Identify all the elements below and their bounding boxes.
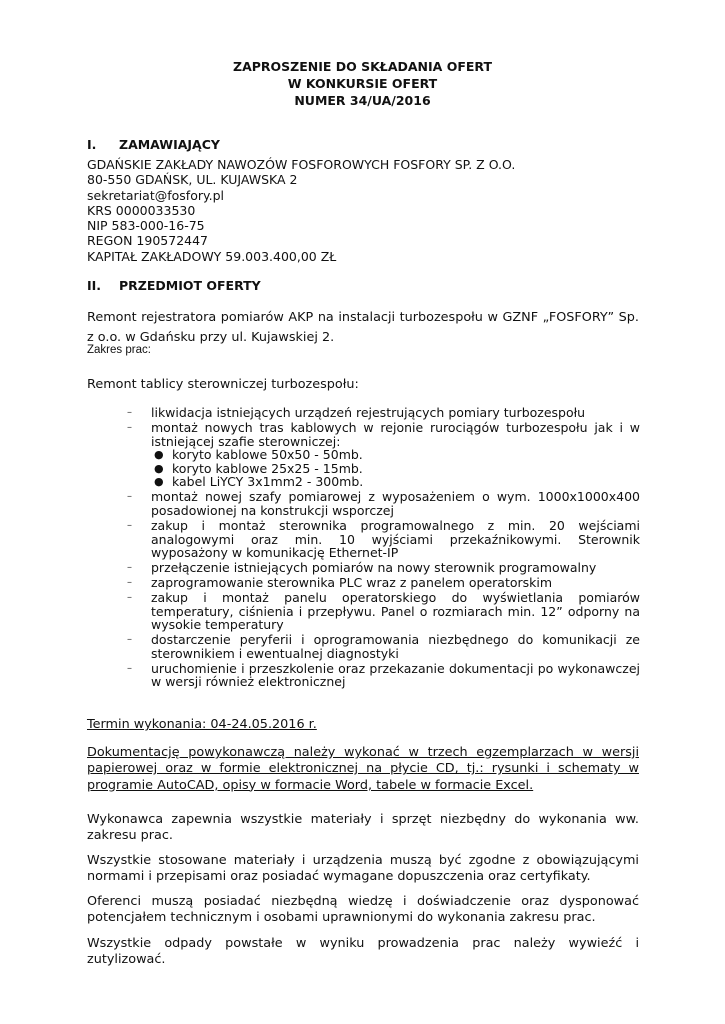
sub-list-item: ● koryto kablowe 25x25 - 15mb. xyxy=(154,460,363,476)
dash-bullet-icon: – xyxy=(127,662,132,674)
dash-bullet-icon: – xyxy=(127,562,132,574)
section-number: I. xyxy=(87,137,97,152)
list-item: – likwidacja istniejących urządzeń rejestrujących pomiary turbozespołu xyxy=(127,405,586,420)
cable-materials-list xyxy=(151,448,640,489)
paragraph-standards: Wszystkie stosowane materiały i urządzenia muszą być zgodne z obowiązującymi normami i przepisami oraz posiadać wymagane dopuszczenia oraz certyfikaty. xyxy=(87,853,639,885)
company-nip: NIP 583-000-16-75 xyxy=(87,218,205,234)
section-number: II. xyxy=(87,278,102,293)
sub-list-item: ● kabel LiYCY 3x1mm2 - 300mb. xyxy=(154,474,364,490)
dash-bullet-icon: – xyxy=(127,634,132,646)
company-capital: KAPITAŁ ZAKŁADOWY 59.003.400,00 ZŁ xyxy=(87,248,337,264)
dash-bullet-icon: – xyxy=(127,519,132,531)
list-item: – zakup i montaż sterownika programowalnego z min. 20 wejściami analogowymi oraz min. 10 wyjściami przekaźnikowymi. Sterownik wyposażony w komunikację Ethernet-IP xyxy=(127,517,640,561)
dot-bullet-icon: ● xyxy=(154,475,164,489)
section-heading-offer-subject xyxy=(87,278,261,293)
dash-bullet-icon: – xyxy=(127,407,132,418)
list-item: – zaprogramowanie sterownika PLC wraz z panelem operatorskim xyxy=(127,575,553,591)
section-title: PRZEDMIOT OFERTY xyxy=(119,278,261,293)
offer-subject-text: Remont rejestratora pomiarów AKP na instalacji turbozespołu w GZNF „FOSFORY” Sp. z o.o. w Gdańsku przy ul. Kujawskiej 2. xyxy=(87,310,639,345)
scope-heading: Remont tablicy sterowniczej turbozespołu: xyxy=(87,377,359,392)
list-item: – uruchomienie i przeszkolenie oraz przekazanie dokumentacji po wykonawczej w wersji również elektronicznej xyxy=(127,660,640,690)
ordering-party-details xyxy=(87,157,639,264)
company-address: 80-550 GDAŃSK, UL. KUJAWSKA 2 xyxy=(87,172,298,188)
dot-bullet-icon: ● xyxy=(154,461,164,475)
company-krs: KRS 0000033530 xyxy=(87,202,196,218)
dot-bullet-icon: ● xyxy=(154,448,164,462)
document-title xyxy=(0,58,725,109)
dash-bullet-icon: – xyxy=(127,421,132,433)
dash-bullet-icon: – xyxy=(127,577,132,589)
paragraph-qualifications: Oferenci muszą posiadać niezbędną wiedzę i doświadczenie oraz dysponować potencjałem technicznym i osobami uprawnionymi do wykonania zakresu prac. xyxy=(87,894,639,926)
list-item: – przełączenie istniejących pomiarów na nowy sterownik programowalny xyxy=(127,560,597,576)
sub-list-item: ● koryto kablowe 50x50 - 50mb. xyxy=(154,447,363,463)
list-item: – montaż nowej szafy pomiarowej z wyposażeniem o wym. 1000x1000x400 posadowionej na konstrukcji wsporczej xyxy=(127,489,640,518)
paragraph-waste: Wszystkie odpady powstałe w wyniku prowadzenia prac należy wywieźć i zutylizować. xyxy=(87,936,639,968)
documentation-requirements: Dokumentację powykonawczą należy wykonać w trzech egzemplarzach w wersji papierowej oraz w formie elektronicznej na płycie CD, tj.: rysunki i schematy w programie AutoCAD, opisy w formacie Word, tabele w formacie Excel. xyxy=(87,745,639,793)
company-name: GDAŃSKIE ZAKŁADY NAWOZÓW FOSFOROWYCH FOSFORY SP. Z O.O. xyxy=(87,157,516,172)
scope-label: Zakres prac: xyxy=(87,344,151,356)
company-regon: REGON 190572447 xyxy=(87,233,209,249)
deadline-text: Termin wykonania: 04-24.05.2016 r. xyxy=(87,717,317,732)
title-line-3: NUMER 34/UA/2016 xyxy=(294,93,431,108)
section-title: ZAMAWIAJĄCY xyxy=(119,137,220,152)
dash-bullet-icon: – xyxy=(127,592,132,604)
paragraph-materials: Wykonawca zapewnia wszystkie materiały i sprzęt niezbędny do wykonania ww. zakresu prac. xyxy=(87,812,639,844)
list-item: – dostarczenie peryferii i oprogramowania niezbędnego do komunikacji ze sterownikiem i ewentualnej diagnostyki xyxy=(127,632,640,661)
company-email: sekretariat@fosfory.pl xyxy=(87,187,224,203)
title-line-1: ZAPROSZENIE DO SKŁADANIA OFERT xyxy=(233,59,492,74)
list-item: – montaż nowych tras kablowych w rejonie rurociągów turbozespołu jak i w istniejącej szafie sterowniczej: ● koryto kablowe 50x50 - 50mb. ● koryto kablowe 25x25 - 15mb. ● kabel LiYCY 3x1mm2 - 300mb. xyxy=(127,419,640,490)
title-line-2: W KONKURSIE OFERT xyxy=(287,76,438,91)
dash-bullet-icon: – xyxy=(127,491,132,503)
section-heading-ordering-party xyxy=(87,137,220,152)
list-item: – zakup i montaż panelu operatorskiego do wyświetlania pomiarów temperatury, ciśnienia i przepływu. Panel o rozmiarach min. 12” odporny na wysokie temperatury xyxy=(127,590,640,633)
scope-list xyxy=(125,406,640,690)
